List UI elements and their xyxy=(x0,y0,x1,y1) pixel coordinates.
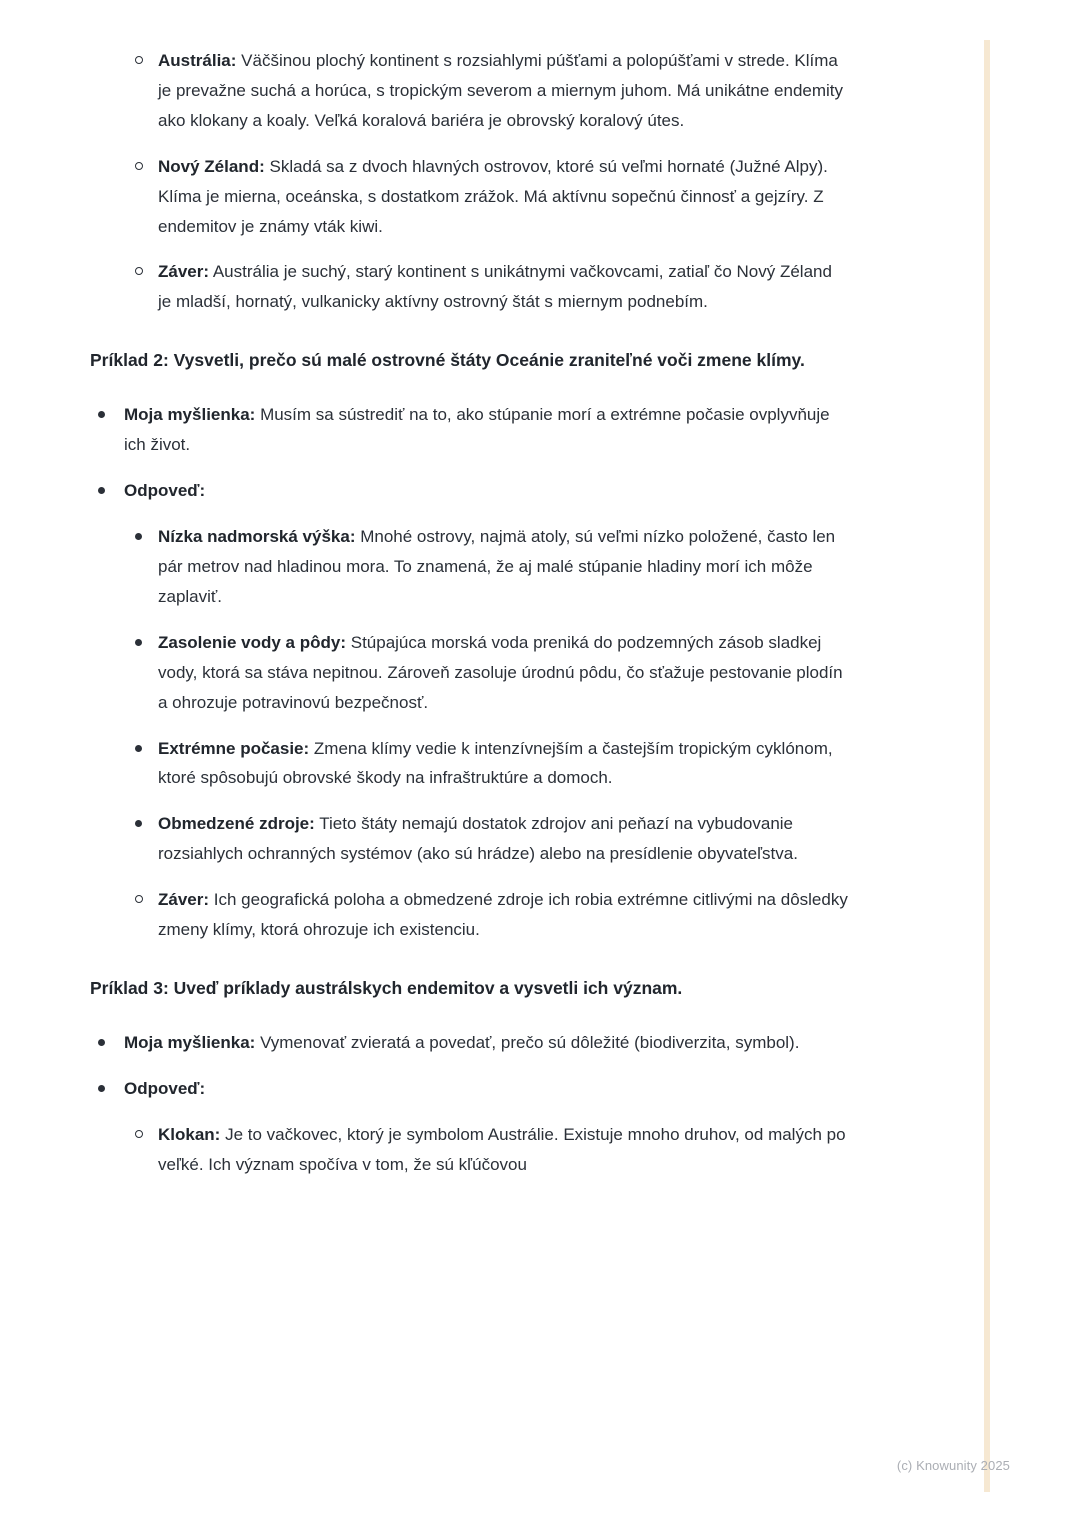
document-content xyxy=(90,46,848,1180)
item-lead: Nový Zéland: xyxy=(158,156,265,176)
item-lead: Moja myšlienka: xyxy=(124,405,256,425)
bullet-list-priklad-2 xyxy=(90,400,848,945)
circle-bullet-icon xyxy=(135,56,143,64)
item-text: Austrália je suchý, starý kontinent s unikátnymi vačkovcami, zatiaľ čo Nový Zéland je mladší, hornatý, vulkanicky aktívny ostrovný štát s miernym podnebím. xyxy=(158,262,832,312)
item-lead: Extrémne počasie: xyxy=(158,738,310,758)
item-lead: Zasolenie vody a pôdy: xyxy=(158,632,346,652)
item-text: Väčšinou plochý kontinent s rozsiahlymi púšťami a polopúšťami v strede. Klíma je prevažne suchá a horúca, s tropickým severom a miernym juhom. Má unikátne endemity ako klokany a koaly. Veľká koralová bariéra je obrovský koralový útes. xyxy=(158,51,844,130)
item-text: Vymenovať zvieratá a povedať, prečo sú dôležité (biodiverzita, symbol). xyxy=(260,1033,800,1053)
section-heading-priklad-3: Príklad 3: Uveď príklady austrálskych endemitov a vysvetli ich význam. xyxy=(90,977,683,998)
item-lead: Moja myšlienka: xyxy=(124,1033,256,1053)
page-edge-stripe xyxy=(984,40,990,1492)
item-lead: Nízka nadmorská výška: xyxy=(158,527,356,547)
item-lead: Austrália: xyxy=(158,51,237,70)
circle-bullet-icon xyxy=(135,267,143,275)
item-text: Mnohé ostrovy, najmä atoly, sú veľmi nízko položené, často len pár metrov nad hladinou mora. To znamená, že aj malé stúpanie hladiny morí ich môže zaplaviť. xyxy=(158,527,836,606)
item-text: Ich geografická poloha a obmedzené zdroje ich robia extrémne citlivými na dôsledky zmeny klímy, ktorá ohrozuje ich existenciu. xyxy=(158,890,848,940)
item-lead: Klokan: xyxy=(158,1124,221,1144)
item-text: Skladá sa z dvoch hlavných ostrovov, ktoré sú veľmi hornaté (Južné Alpy). Klíma je mierna, oceánska, s dostatkom zrážok. Má aktívnu sopečnú činnosť a gejzíry. Z endemitov je známy vták kiwi. xyxy=(158,156,828,236)
disc-bullet-icon xyxy=(98,411,105,418)
item-lead: Odpoveď: xyxy=(124,481,206,501)
item-lead: Odpoveď: xyxy=(124,1079,206,1099)
list-item-australia xyxy=(90,46,848,136)
item-text: Tieto štáty nemajú dostatok zdrojov ani peňazí na vybudovanie rozsiahlych ochranných systémov (ako sú hrádze) alebo na presídlenie obyvateľstva. xyxy=(158,814,798,864)
list-item-klokan xyxy=(90,1120,848,1180)
bullet-list-priklad-3 xyxy=(90,1028,848,1180)
list-item-thought-3 xyxy=(90,1028,848,1058)
item-lead: Obmedzené zdroje: xyxy=(158,814,315,834)
list-item-novy-zeland xyxy=(90,152,848,242)
list-item-answer-label-3 xyxy=(90,1074,848,1104)
list-item-thought-2 xyxy=(90,400,848,460)
disc-bullet-icon xyxy=(98,487,105,494)
list-item-obmedzene-zdroje xyxy=(90,809,848,869)
list-item-extremne-pocasie xyxy=(90,734,848,794)
list-item-answer-label-2 xyxy=(90,476,848,506)
circle-bullet-icon xyxy=(135,895,143,903)
list-item-zaver-1 xyxy=(90,257,848,317)
circle-bullet-icon xyxy=(135,162,143,170)
copyright-watermark: (c) Knowunity 2025 xyxy=(896,1458,1010,1473)
disc-bullet-icon xyxy=(135,820,142,827)
list-item-nizka-vyska xyxy=(90,522,848,612)
bullet-list-comparison xyxy=(90,46,848,317)
list-item-zasolenie xyxy=(90,628,848,718)
list-item-zaver-2 xyxy=(90,885,848,945)
disc-bullet-icon xyxy=(135,745,142,752)
disc-bullet-icon xyxy=(135,639,142,646)
item-text: Musím sa sústrediť na to, ako stúpanie morí a extrémne počasie ovplyvňuje ich život. xyxy=(124,405,830,455)
item-text: Zmena klímy vedie k intenzívnejším a častejším tropickým cyklónom, ktoré spôsobujú obrovské škody na infraštruktúre a domoch. xyxy=(158,738,833,788)
item-lead: Záver: xyxy=(158,890,210,910)
circle-bullet-icon xyxy=(135,1130,143,1138)
disc-bullet-icon xyxy=(98,1039,105,1046)
disc-bullet-icon xyxy=(98,1085,105,1092)
disc-bullet-icon xyxy=(135,533,142,540)
item-text: Je to vačkovec, ktorý je symbolom Austrálie. Existuje mnoho druhov, od malých po veľké. Ich význam spočíva v tom, že sú kľúčovou xyxy=(158,1124,846,1174)
section-heading-priklad-2: Príklad 2: Vysvetli, prečo sú malé ostrovné štáty Oceánie zraniteľné voči zmene klímy. xyxy=(90,350,805,371)
item-lead: Záver: xyxy=(158,262,210,282)
item-text: Stúpajúca morská voda preniká do podzemných zásob sladkej vody, ktorá sa stáva nepitnou. Zároveň zasoluje úrodnú pôdu, čo sťažuje pestovanie plodín a ohrozuje potravinovú bezpečnosť. xyxy=(158,632,843,712)
